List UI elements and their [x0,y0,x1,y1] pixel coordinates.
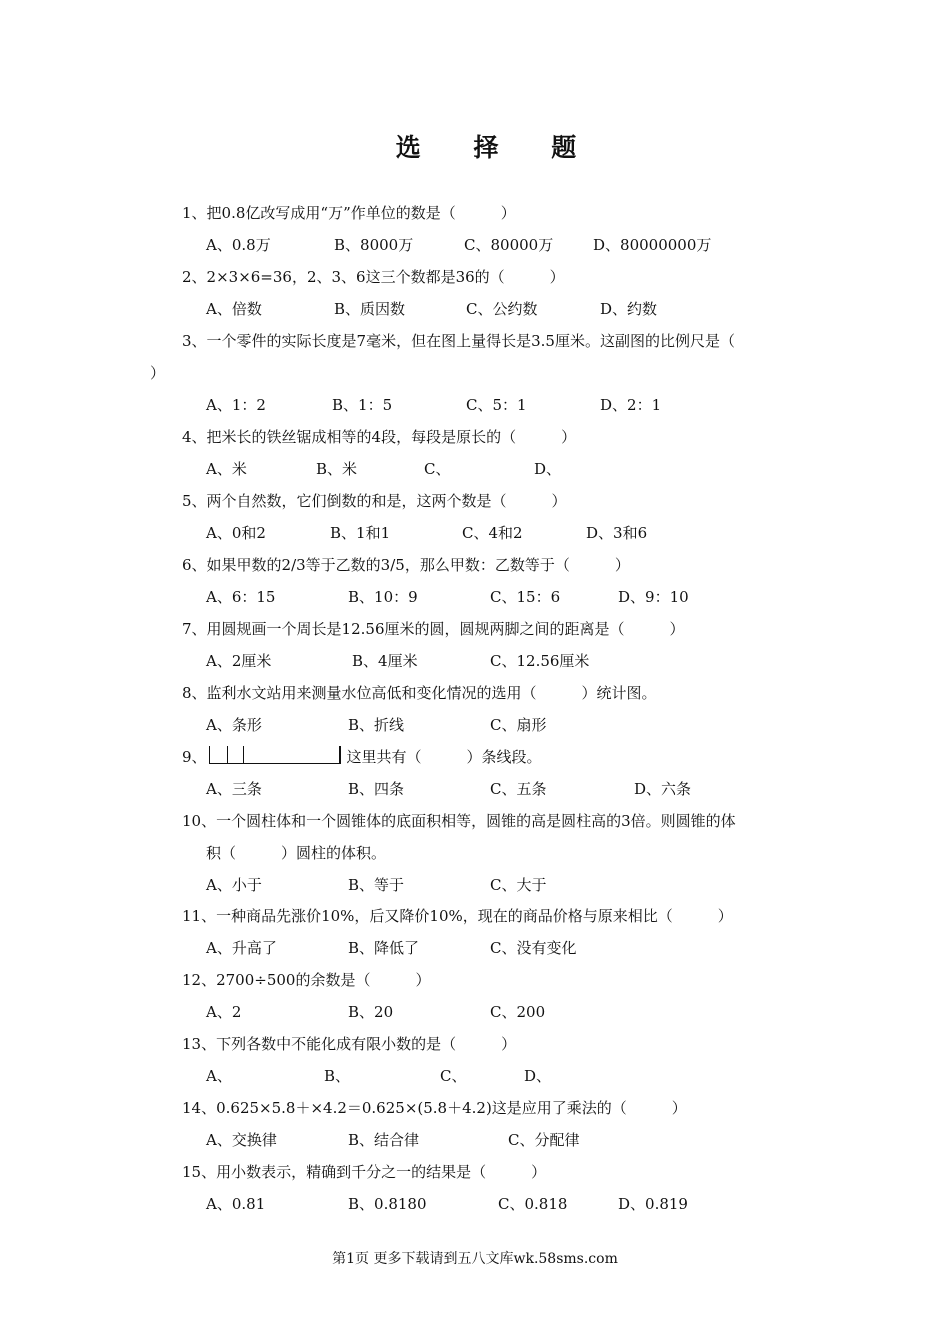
option-b: B、8000万 [334,236,414,254]
option-c: C、80000万 [464,236,554,254]
segment-tick [243,746,245,764]
option-b: B、降低了 [348,939,420,957]
question-9 [182,741,822,773]
option-a: A、升高了 [206,939,277,957]
question-4: 4、把米长的铁丝锯成相等的4段，每段是原长的（ ） [182,428,577,446]
page-footer: 第1页 更多下载请到五八文库wk.58sms.com [332,1251,618,1267]
option-c: C、4和2 [462,524,523,542]
question-10-continued: 积（ ）圆柱的体积。 [206,844,387,862]
option-b: B、米 [316,460,358,478]
question-9-text: 这里共有（ ）条线段。 [346,748,542,766]
option-c: C、公约数 [466,300,538,318]
option-c: C、五条 [490,780,547,798]
option-c: C、 [440,1067,467,1085]
segment-tick [227,746,229,764]
option-c: C、200 [490,1003,546,1021]
segment-tick [209,746,211,764]
option-a: A、倍数 [206,300,262,318]
question-11: 11、一种商品先涨价10%，后又降价10%，现在的商品价格与原来相比（ ） [182,907,733,925]
option-c: C、大于 [490,876,547,894]
option-b: B、10：9 [348,588,418,606]
option-b: B、1：5 [332,396,393,414]
option-b: B、20 [348,1003,394,1021]
option-a: A、 [206,1067,232,1085]
line-segment-figure [209,746,341,764]
option-a: A、6：15 [206,588,276,606]
option-a: A、2厘米 [206,652,272,670]
option-b: B、质因数 [334,300,406,318]
option-a: A、交换律 [206,1131,277,1149]
option-a: A、米 [206,460,247,478]
question-14: 14、0.625×5.8＋×4.2＝0.625×(5.8＋4.2)这是应用了乘法的（ ） [182,1099,687,1117]
question-13: 13、下列各数中不能化成有限小数的是（ ） [182,1035,517,1053]
question-7: 7、用圆规画一个周长是12.56厘米的圆，圆规两脚之间的距离是（ ） [182,620,685,638]
option-d: D、9：10 [618,588,689,606]
option-c: C、 [424,460,451,478]
option-a: A、2 [206,1003,242,1021]
segment-baseline [209,763,341,765]
option-c: C、0.818 [498,1195,568,1213]
question-3: 3、一个零件的实际长度是7毫米，但在图上量得长是3.5厘米。这副图的比例尺是（ [182,332,735,350]
question-9-number: 9、 [182,748,207,766]
option-b: B、0.8180 [348,1195,427,1213]
question-5: 5、两个自然数，它们倒数的和是，这两个数是（ ） [182,492,567,510]
option-a: A、条形 [206,716,262,734]
question-3-continued: ） [150,364,166,382]
option-c: C、扇形 [490,716,547,734]
option-d: D、2：1 [600,396,662,414]
option-a: A、0和2 [206,524,266,542]
option-c: C、没有变化 [490,939,577,957]
option-c: C、15：6 [490,588,561,606]
question-12: 12、2700÷500的余数是（ ） [182,971,431,989]
option-a: A、三条 [206,780,262,798]
option-a: A、0.81 [206,1195,266,1213]
option-b: B、四条 [348,780,405,798]
option-c: C、5：1 [466,396,527,414]
option-a: A、0.8万 [206,236,271,254]
question-15: 15、用小数表示，精确到千分之一的结果是（ ） [182,1163,547,1181]
option-c: C、12.56厘米 [490,652,590,670]
option-b: B、结合律 [348,1131,420,1149]
option-b: B、折线 [348,716,405,734]
question-2: 2、2×3×6=36，2、3、6这三个数都是36的（ ） [182,268,565,286]
question-6: 6、如果甲数的2/3等于乙数的3/5，那么甲数：乙数等于（ ） [182,556,630,574]
option-d: D、六条 [634,780,692,798]
option-a: A、1：2 [206,396,266,414]
option-d: D、0.819 [618,1195,688,1213]
question-10: 10、一个圆柱体和一个圆锥体的底面积相等，圆锥的高是圆柱高的3倍。则圆锥的体 [182,812,736,830]
option-d: D、约数 [600,300,658,318]
option-b: B、 [324,1067,351,1085]
option-b: B、4厘米 [352,652,418,670]
option-b: B、等于 [348,876,405,894]
option-d: D、3和6 [586,524,648,542]
option-d: D、 [524,1067,552,1085]
segment-tick [339,746,341,764]
option-b: B、1和1 [330,524,391,542]
option-d: D、 [534,460,562,478]
question-8: 8、监利水文站用来测量水位高低和变化情况的选用（ ）统计图。 [182,684,657,702]
option-a: A、小于 [206,876,262,894]
option-c: C、分配律 [508,1131,580,1149]
option-d: D、80000000万 [593,236,712,254]
question-1: 1、把0.8亿改写成用“万”作单位的数是（ ） [182,204,516,222]
page-title: 选 择 题 [395,133,599,162]
